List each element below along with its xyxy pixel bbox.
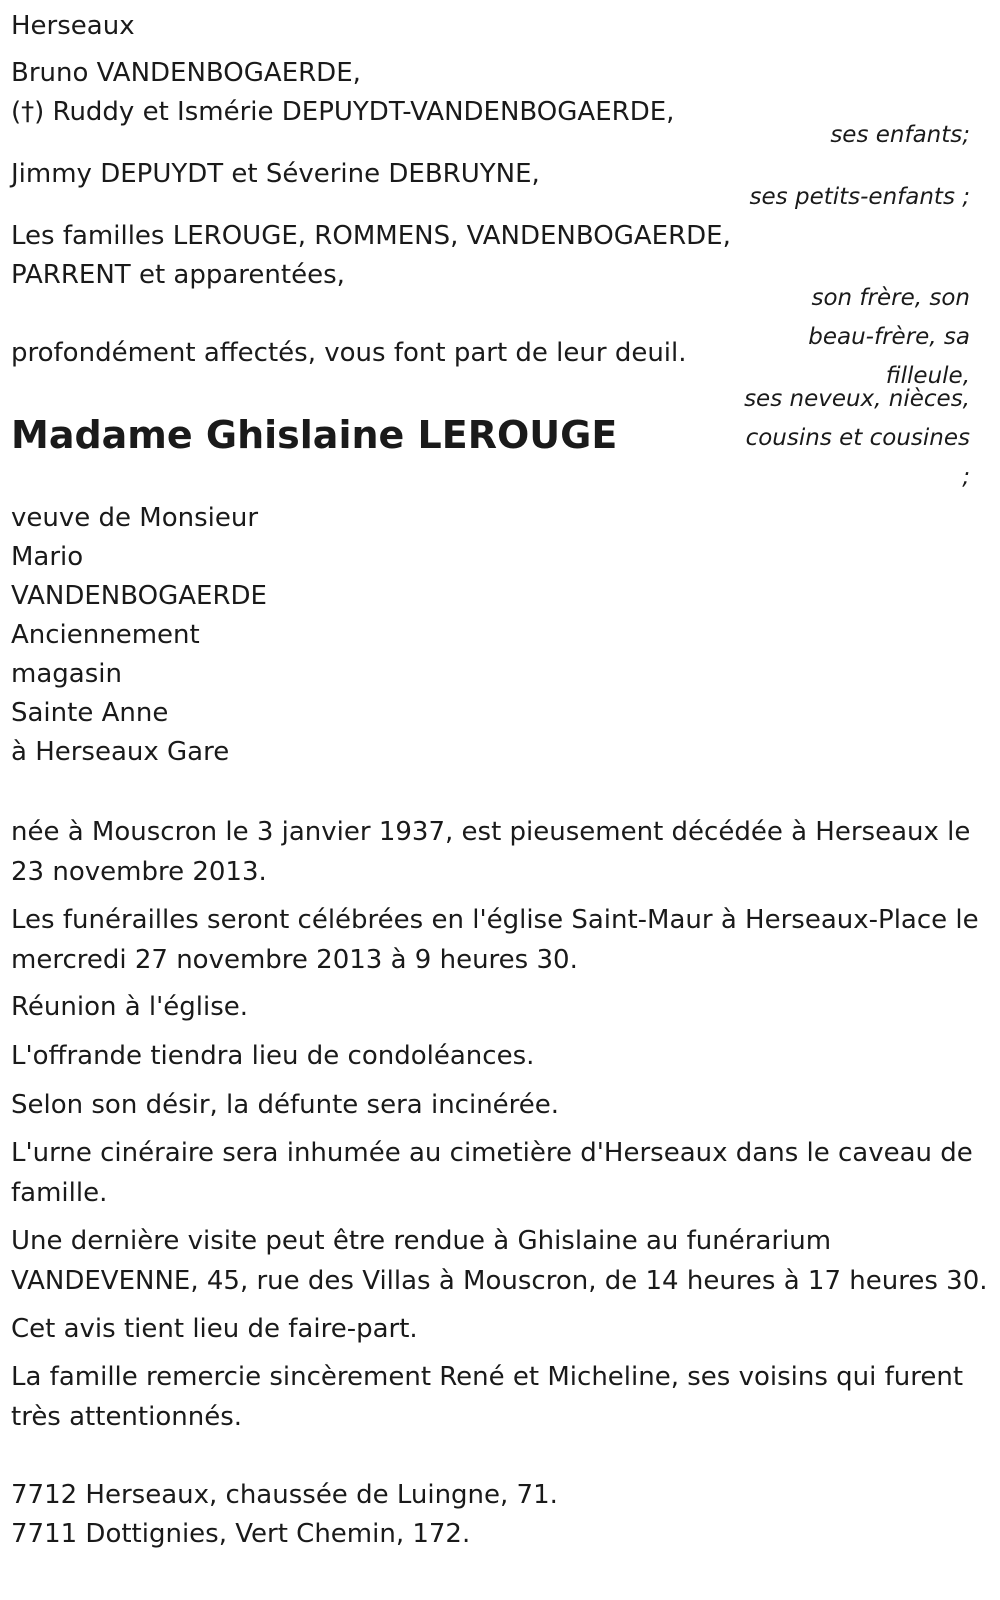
deceased-detail: magasin [11,659,122,689]
role-sibling-1: son frère, son [811,285,970,311]
deceased-detail: Anciennement [11,620,200,650]
announcement-birth-death: née à Mouscron le 3 janvier 1937, est pieusement décédée à Herseaux le 23 novembre 2013. [11,817,971,887]
family-line-3: Jimmy DEPUYDT et Séverine DEBRUYNE, [11,159,540,189]
announcement-urn: L'urne cinéraire sera inhumée au cimetière d'Herseaux dans le caveau de famille. [11,1138,973,1208]
deceased-detail: VANDENBOGAERDE [11,581,267,611]
role-cousins-3: ; [962,464,970,490]
announcement-meeting: Réunion à l'église. [11,992,249,1022]
deceased-detail: Sainte Anne [11,698,169,728]
announcement-notice: Cet avis tient lieu de faire-part. [11,1314,418,1344]
announcement-visit: Une dernière visite peut être rendue à Ghislaine au funérarium VANDEVENNE, 45, rue des Villas à Mouscron, de 14 heures à 17 heures 30. [11,1226,988,1296]
announcement-thanks: La famille remercie sincèrement René et Micheline, ses voisins qui furent très attentionnés. [11,1362,964,1432]
role-sibling-2: beau-frère, sa [808,324,970,350]
announcement-funeral: Les funérailles seront célébrées en l'église Saint-Maur à Herseaux-Place le mercredi 27 novembre 2013 à 9 heures 30. [11,905,979,975]
header-location: Herseaux [11,11,135,41]
deceased-name: Madame Ghislaine LEROUGE [11,413,618,457]
family-line-2: (†) Ruddy et Ismérie DEPUYDT-VANDENBOGAERDE, [11,97,675,127]
address-line: 7712 Herseaux, chaussée de Luingne, 71. [11,1480,558,1510]
role-grandchildren: ses petits-enfants ; [749,184,970,210]
deceased-detail: Mario [11,542,84,572]
role-sibling-3: filleule, [885,363,970,389]
family-line-1: Bruno VANDENBOGAERDE, [11,58,361,88]
family-line-4: Les familles LEROUGE, ROMMENS, VANDENBOGAERDE, [11,221,731,251]
mourning-statement: profondément affectés, vous font part de leur deuil. [11,338,687,368]
role-cousins-1: ses neveux, nièces, [744,386,970,412]
deceased-detail: veuve de Monsieur [11,503,259,533]
family-line-5: PARRENT et apparentées, [11,260,345,290]
role-children: ses enfants; [830,122,970,148]
deceased-detail: à Herseaux Gare [11,737,230,767]
address-line: 7711 Dottignies, Vert Chemin, 172. [11,1519,471,1549]
announcement-cremation: Selon son désir, la défunte sera incinérée. [11,1090,560,1120]
announcement-offering: L'offrande tiendra lieu de condoléances. [11,1041,535,1071]
role-cousins-2: cousins et cousines [745,425,970,451]
